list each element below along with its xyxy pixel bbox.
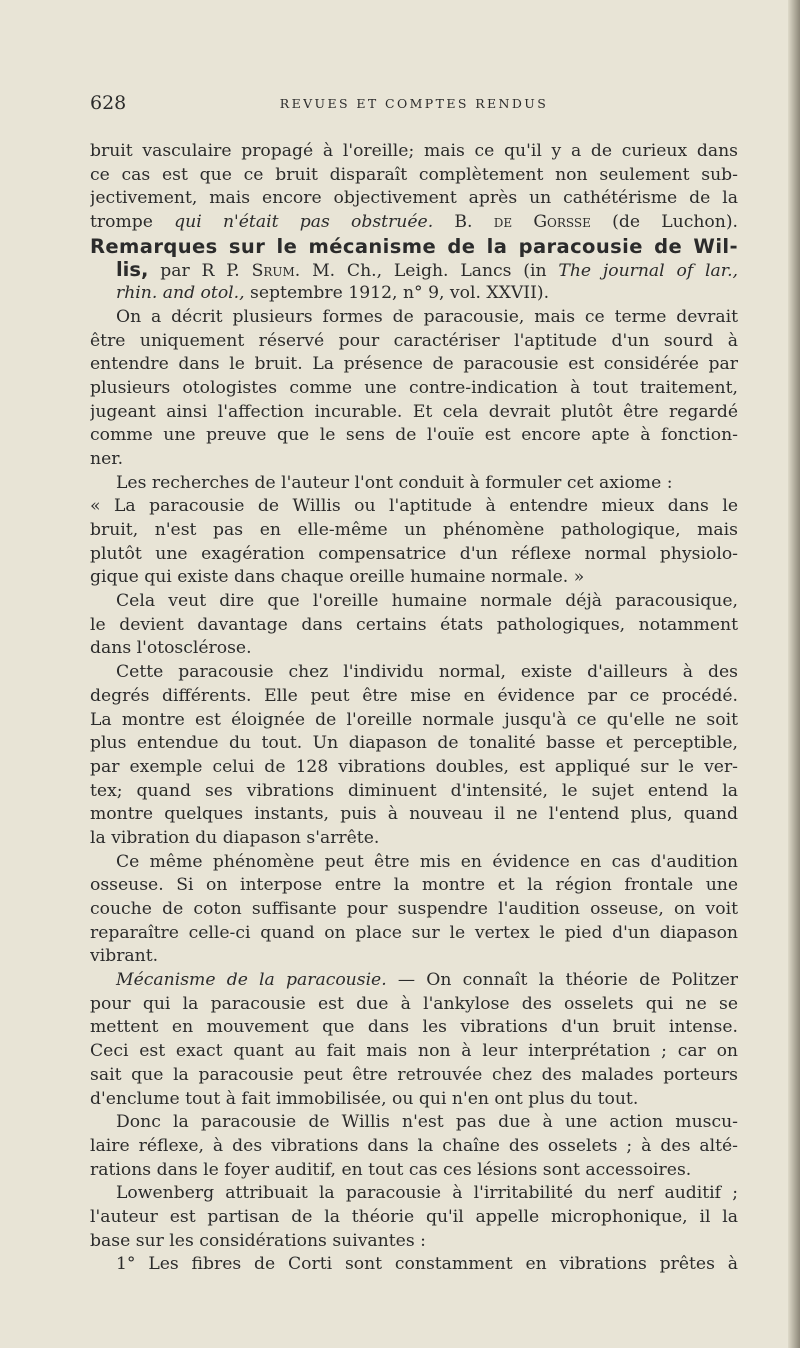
text-line: ce cas est que ce bruit disparaît complètement non seulement sub- (90, 164, 738, 185)
text-line: 1° Les fibres de Corti sont constamment en vibrations prêtes à (116, 1254, 738, 1275)
article-citation: lis, par R P. Srum. M. Ch., Leigh. Lancs (in The journal of lar., (116, 258, 738, 282)
article-title: Remarques sur le mécanisme de la paracousie de Wil- (90, 234, 738, 258)
text-line: Ce même phénomène peut être mis en évidence en cas d'audition (116, 851, 738, 872)
text-line: jectivement, mais encore objectivement après un cathétérisme de la (90, 188, 738, 209)
text-line: d'enclume tout à fait immobilisée, ou qui n'en ont plus du tout. (90, 1088, 639, 1109)
text-line: montre quelques instants, puis à nouveau il ne l'entend plus, quand (90, 804, 738, 825)
text-line: Donc la paracousie de Willis n'est pas due à une action muscu- (116, 1112, 738, 1133)
text-line: gique qui existe dans chaque oreille humaine normale. » (90, 567, 585, 588)
text-line: pour qui la paracousie est due à l'ankylose des osselets qui ne se (90, 993, 738, 1014)
running-head: REVUES ET COMPTES RENDUS (279, 96, 549, 111)
text-line: tex; quand ses vibrations diminuent d'intensité, le sujet entend la (90, 780, 738, 801)
article-citation: rhin. and otol., septembre 1912, n° 9, vol. XXVII). (116, 283, 550, 304)
text-line: sait que la paracousie peut être retrouvée chez des malades porteurs (90, 1064, 738, 1085)
text-line: Les recherches de l'auteur l'ont conduit à formuler cet axiome : (116, 472, 673, 493)
page-edge-shadow (788, 0, 800, 1348)
text-line: plutôt une exagération compensatrice d'un réflexe normal physiolo- (90, 543, 738, 564)
text-line: Cette paracousie chez l'individu normal, existe d'ailleurs à des (116, 662, 738, 683)
text-line: « La paracousie de Willis ou l'aptitude à entendre mieux dans le (90, 496, 738, 517)
text-line: degrés différents. Elle peut être mise en évidence par ce procédé. (90, 685, 738, 706)
text-line: Cela veut dire que l'oreille humaine normale déjà paracousique, (116, 591, 738, 612)
page-header (90, 92, 738, 116)
text-line: vibrant. (90, 946, 159, 967)
text-line: ner. (90, 448, 124, 469)
text-line: couche de coton suffisante pour suspendre l'audition osseuse, on voit (90, 899, 738, 919)
body-text (90, 140, 738, 1277)
text-line: plus entendue du tout. Un diapason de tonalité basse et perceptible, (90, 733, 738, 754)
text-line: trompe qui n'était pas obstruée. B. de Gorsse (de Luchon). (90, 212, 738, 233)
text-line: le devient davantage dans certains états pathologiques, notamment (90, 614, 738, 635)
text-line: la vibration du diapason s'arrête. (90, 827, 380, 848)
text-line: comme une preuve que le sens de l'ouïe est encore apte à fonction- (90, 425, 738, 446)
text-line: Ceci est exact quant au fait mais non à leur interprétation ; car on (90, 1041, 738, 1062)
text-line: l'auteur est partisan de la théorie qu'il appelle microphonique, il la (90, 1206, 738, 1227)
page-number: 628 (90, 92, 127, 114)
text-line: base sur les considérations suivantes : (90, 1230, 426, 1251)
text-line: reparaître celle-ci quand on place sur le vertex le pied d'un diapason (90, 922, 738, 943)
text-line: bruit vasculaire propagé à l'oreille; mais ce qu'il y a de curieux dans (90, 141, 738, 161)
text-line: rations dans le foyer auditif, en tout cas ces lésions sont accessoires. (90, 1159, 692, 1180)
text-line: laire réflexe, à des vibrations dans la chaîne des osselets ; à des alté- (90, 1135, 738, 1156)
text-line: plusieurs otologistes comme une contre-indication à tout traitement, (90, 377, 738, 398)
section-heading-line: Mécanisme de la paracousie. — On connaît la théorie de Politzer (116, 970, 738, 991)
text-line: Lowenberg attribuait la paracousie à l'irritabilité du nerf auditif ; (116, 1183, 738, 1204)
text-line: bruit, n'est pas en elle-même un phénomène pathologique, mais (90, 520, 738, 540)
text-line: par exemple celui de 128 vibrations doubles, est appliqué sur le ver- (90, 756, 738, 777)
text-line: dans l'otosclérose. (90, 638, 252, 659)
text-line: On a décrit plusieurs formes de paracousie, mais ce terme devrait (116, 306, 738, 327)
text-line: jugeant ainsi l'affection incurable. Et cela devrait plutôt être regardé (90, 401, 738, 422)
text-line: être uniquement réservé pour caractériser l'aptitude d'un sourd à (90, 330, 738, 351)
text-line: osseuse. Si on interpose entre la montre et la région frontale une (90, 875, 738, 896)
text-line: entendre dans le bruit. La présence de paracousie est considérée par (90, 354, 738, 375)
text-line: mettent en mouvement que dans les vibrations d'un bruit intense. (90, 1017, 738, 1038)
text-line: La montre est éloignée de l'oreille normale jusqu'à ce qu'elle ne soit (90, 709, 738, 730)
